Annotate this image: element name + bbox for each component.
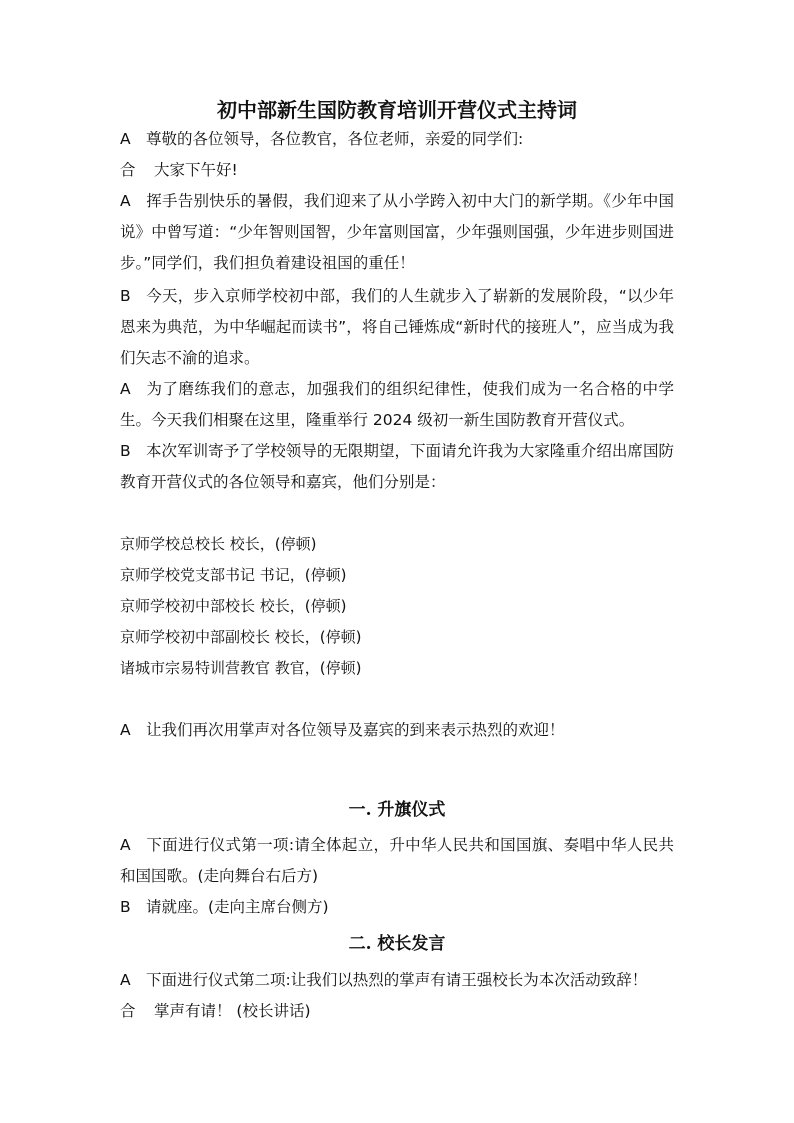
speaker-label: 合 — [120, 161, 136, 179]
line-text: 请就座。(走向主席台侧方) — [146, 898, 329, 916]
line-text: 让我们再次用掌声对各位领导及嘉宾的到来表示热烈的欢迎！ — [146, 721, 565, 739]
opening-line-6 — [120, 436, 674, 498]
opening-line-1 — [120, 124, 674, 155]
speaker-label: B — [120, 442, 131, 460]
document-title: 初中部新生国防教育培训开营仪式主持词 — [217, 98, 577, 122]
speaker-label: A — [120, 192, 131, 210]
guest-line: 诸城市宗易特训营教官 教官，(停顿) — [120, 659, 362, 677]
guest-line: 京师学校党支部书记 书记，(停顿) — [120, 566, 347, 584]
opening-line-3 — [120, 186, 674, 279]
section-heading-flag-raising: 一. 升旗仪式 — [348, 800, 446, 820]
guest-line: 京师学校初中部校长 校长，(停顿) — [120, 597, 347, 615]
speaker-label: A — [120, 380, 131, 398]
speaker-label: 合 — [120, 1002, 136, 1020]
welcome-line — [120, 715, 674, 746]
opening-line-5 — [120, 374, 674, 436]
guest-line: 京师学校初中部副校长 校长，(停顿) — [120, 628, 362, 646]
line-text: 挥手告别快乐的暑假，我们迎来了从小学跨入初中大门的新学期。《少年中国说》中曾写道：“少年智则国智，少年富则国富，少年强则国强，少年进步则国进步。”同学们，我们担负着建设祖国的重任！ — [120, 192, 674, 272]
line-text: 尊敬的各位领导，各位教官，各位老师，亲爱的同学们: — [146, 130, 524, 148]
section2-line-2 — [120, 996, 674, 1027]
line-text: 本次军训寄予了学校领导的无限期望，下面请允许我为大家隆重介绍出席国防教育开营仪式的各位领导和嘉宾，他们分别是： — [120, 442, 674, 491]
speaker-label: B — [120, 287, 131, 305]
line-text: 今天，步入京师学校初中部，我们的人生就步入了崭新的发展阶段，“以少年恩来为典范，为中华崛起而读书”，将自己锤炼成“新时代的接班人”，应当成为我们矢志不渝的追求。 — [120, 287, 674, 367]
line-text: 下面进行仪式第一项:请全体起立，升中华人民共和国国旗、奏唱中华人民共和国国歌。(走向舞台右后方) — [120, 836, 674, 885]
line-text: 为了磨练我们的意志，加强我们的组织纪律性，使我们成为一名合格的中学生。今天我们相聚在这里，隆重举行 2024 级初一新生国防教育开营仪式。 — [120, 380, 674, 429]
speaker-label: A — [120, 836, 131, 854]
opening-line-4 — [120, 281, 674, 374]
guest-line: 京师学校总校长 校长，(停顿) — [120, 535, 317, 553]
section1-line-1 — [120, 830, 674, 892]
section2-line-1 — [120, 965, 674, 996]
speaker-label: A — [120, 721, 131, 739]
line-text: 掌声有请！ (校长讲话) — [154, 1002, 311, 1020]
line-text: 下面进行仪式第二项:让我们以热烈的掌声有请王强校长为本次活动致辞！ — [146, 971, 648, 989]
opening-line-2 — [120, 155, 674, 186]
section-heading-principal-speech: 二. 校长发言 — [348, 934, 446, 954]
section1-line-2 — [120, 892, 674, 923]
speaker-label: A — [120, 971, 131, 989]
speaker-label: B — [120, 898, 131, 916]
line-text: 大家下午好! — [154, 161, 238, 179]
speaker-label: A — [120, 130, 131, 148]
